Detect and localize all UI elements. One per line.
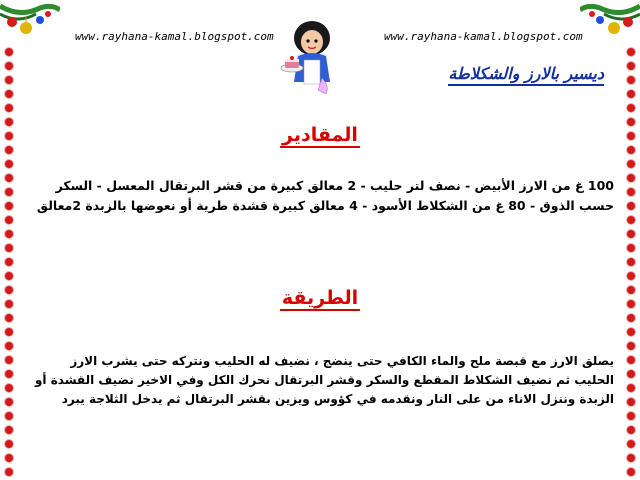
method-heading [0,287,640,309]
page-title: ديسير بالارز والشكلاطة [448,64,604,86]
border-dot [5,398,13,406]
border-dot [5,146,13,154]
border-dot [627,468,635,476]
border-dot [627,426,635,434]
border-dot [5,188,13,196]
border-dot [627,370,635,378]
ingredients-line: حسب الذوق - 80 غ من الشكلاط الأسود - 4 معالق كبيرة قشدة طرية أو نعوضها بالزبدة 2معالق [36,198,614,213]
border-dot [5,258,13,266]
border-dot [5,342,13,350]
border-dot [5,426,13,434]
border-dot [627,90,635,98]
border-dot [627,216,635,224]
border-dot [627,174,635,182]
method-line: الحليب ثم نضيف الشكلاط المقطع والسكر وقشر البرتقال نحرك الكل وفي الاخير نضيف القشدة أو [34,373,614,387]
border-dot [627,132,635,140]
border-dot [5,244,13,252]
border-dot [627,104,635,112]
border-dot [5,286,13,294]
border-dot [627,314,635,322]
border-dot [5,174,13,182]
border-dot [5,454,13,462]
border-dot [5,230,13,238]
border-dot [5,216,13,224]
border-dot [627,272,635,280]
border-dot [627,356,635,364]
border-dot [5,118,13,126]
blog-url-right[interactable]: www.rayhana-kamal.blogspot.com [384,30,583,43]
border-dot [5,412,13,420]
border-dot [5,76,13,84]
border-dot [627,440,635,448]
border-dot [5,384,13,392]
border-dot [627,160,635,168]
border-dot [627,328,635,336]
ingredients-line: 100 غ من الارز الأبيض - نصف لتر حليب - 2 معالق كبيرة من قشر البرتقال المعسل - السكر [55,178,614,193]
method-heading-text: الطريقة [281,287,359,309]
border-dot [627,286,635,294]
border-dot [5,314,13,322]
method-line: يصلق الارز مع قبصة ملح والماء الكافي حتى ينضج ، نضيف له الحليب ونتركه حتى يشرب الارز [70,354,614,368]
border-dot [627,188,635,196]
ingredients-paragraph [26,176,614,216]
border-dot [5,328,13,336]
method-line: الزبدة وننزل الاناء من على النار ونقدمه في كؤوس ويزين بقشر البرتقال ثم يدخل الثلاجة يبرد [61,392,614,406]
border-dot [5,62,13,70]
ingredients-heading-text: المقادير [282,124,358,146]
border-dot [5,160,13,168]
border-dot [627,258,635,266]
border-dot [627,230,635,238]
border-dot [5,132,13,140]
border-dot [5,370,13,378]
border-dot [5,104,13,112]
border-dot [5,300,13,308]
chef-woman-cake-icon [278,16,344,96]
border-dot [627,62,635,70]
border-dot [5,48,13,56]
border-dot [627,412,635,420]
method-paragraph [26,352,614,409]
border-dot [5,90,13,98]
blog-url-left[interactable]: www.rayhana-kamal.blogspot.com [75,30,274,43]
border-dot [627,454,635,462]
border-dot [627,342,635,350]
border-dot [627,384,635,392]
border-dot [627,244,635,252]
border-dot [5,272,13,280]
decorative-border-right [624,40,638,480]
border-dot [627,202,635,210]
border-dot [5,440,13,448]
ingredients-heading [0,124,640,146]
border-dot [627,300,635,308]
decorative-border-left [2,40,16,480]
border-dot [627,76,635,84]
border-dot [627,398,635,406]
border-dot [627,146,635,154]
border-dot [5,468,13,476]
border-dot [627,118,635,126]
border-dot [5,202,13,210]
border-dot [5,356,13,364]
border-dot [627,48,635,56]
